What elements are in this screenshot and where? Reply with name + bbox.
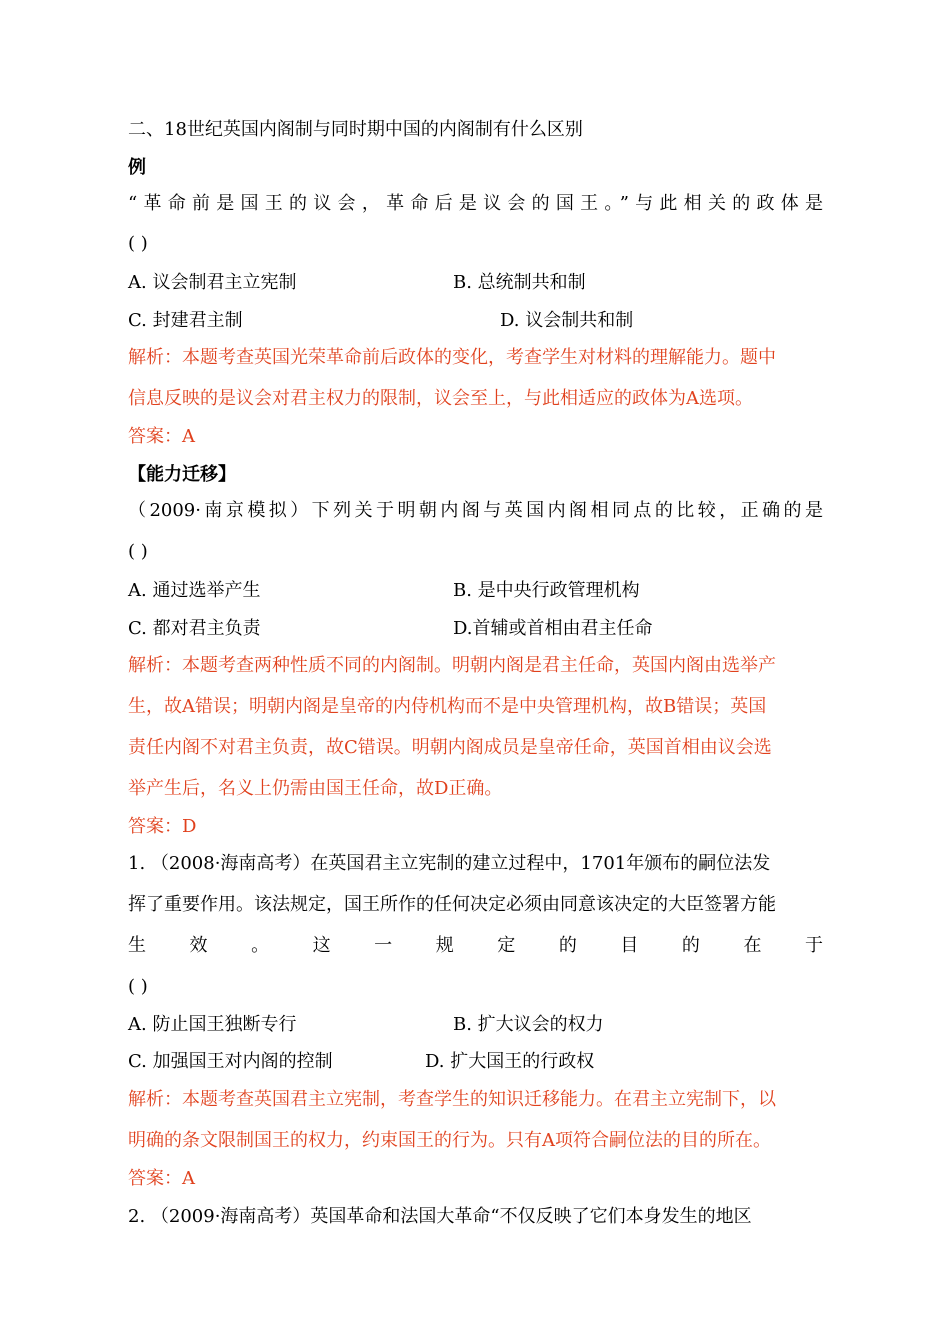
transfer-analysis-line3: 责任内阁不对君主负责，故C错误。明朝内阁成员是皇帝任命，英国首相由议会选 <box>128 737 772 758</box>
q2-stem-line1: 2. （2009·海南高考）英国革命和法国大革命“不仅反映了它们本身发生的地区 <box>128 1206 752 1227</box>
q1-option-b: B. 扩大议会的权力 <box>453 1014 604 1035</box>
transfer-option-a: A. 通过选举产生 <box>128 580 261 601</box>
q1-stem-line1: 1. （2008·海南高考）在英国君主立宪制的建立过程中，1701年颁布的嗣位法发 <box>128 853 771 874</box>
q0-stem-line1: “革命前是国王的议会，革命后是议会的国王。”与此相关的政体是 <box>128 193 823 214</box>
q0-analysis-line2: 信息反映的是议会对君主权力的限制，议会至上，与此相适应的政体为A选项。 <box>128 388 753 409</box>
transfer-option-b: B. 是中央行政管理机构 <box>453 580 640 601</box>
q0-option-d: D. 议会制共和制 <box>500 310 634 331</box>
transfer-answer: 答案：D <box>128 816 197 837</box>
q1-analysis-line1: 解析：本题考查英国君主立宪制，考查学生的知识迁移能力。在君主立宪制下，以 <box>128 1089 776 1110</box>
q1-option-c: C. 加强国王对内阁的控制 <box>128 1051 333 1072</box>
q1-answer: 答案：A <box>128 1168 195 1189</box>
transfer-option-d: D.首辅或首相由君主任命 <box>453 618 653 639</box>
transfer-analysis-line4: 举产生后，名义上仍需由国王任命，故D正确。 <box>128 778 503 799</box>
q1-stem-line3: 生 效 。 这 一 规 定 的 目 的 在 于 <box>128 935 823 956</box>
transfer-analysis-line2: 生，故A错误；明朝内阁是皇帝的内侍机构而不是中央管理机构，故B错误；英国 <box>128 696 767 717</box>
q0-option-a: A. 议会制君主立宪制 <box>128 272 297 293</box>
transfer-stem-line1: （2009·南京模拟）下列关于明朝内阁与英国内阁相同点的比较，正确的是 <box>128 500 823 521</box>
section-title: 二、18世纪英国内阁制与同时期中国的内阁制有什么区别 <box>128 119 583 140</box>
example-label: 例 <box>128 157 146 178</box>
transfer-stem-line2: ( ) <box>128 541 148 562</box>
q0-answer: 答案：A <box>128 426 195 447</box>
q0-option-b: B. 总统制共和制 <box>453 272 586 293</box>
transfer-option-c: C. 都对君主负责 <box>128 618 261 639</box>
q1-option-d: D. 扩大国王的行政权 <box>425 1051 595 1072</box>
q1-analysis-line2: 明确的条文限制国王的权力，约束国王的行为。只有A项符合嗣位法的目的所在。 <box>128 1130 771 1151</box>
q1-stem-line2: 挥了重要作用。该法规定，国王所作的任何决定必须由同意该决定的大臣签署方能 <box>128 894 776 915</box>
transfer-label: 【能力迁移】 <box>128 464 236 485</box>
q1-stem-line4: ( ) <box>128 976 148 997</box>
q0-option-c: C. 封建君主制 <box>128 310 243 331</box>
q1-option-a: A. 防止国王独断专行 <box>128 1014 297 1035</box>
q0-stem-line2: ( ) <box>128 233 148 254</box>
q0-analysis-line1: 解析：本题考查英国光荣革命前后政体的变化，考查学生对材料的理解能力。题中 <box>128 347 776 368</box>
transfer-analysis-line1: 解析：本题考查两种性质不同的内阁制。明朝内阁是君主任命，英国内阁由选举产 <box>128 655 776 676</box>
